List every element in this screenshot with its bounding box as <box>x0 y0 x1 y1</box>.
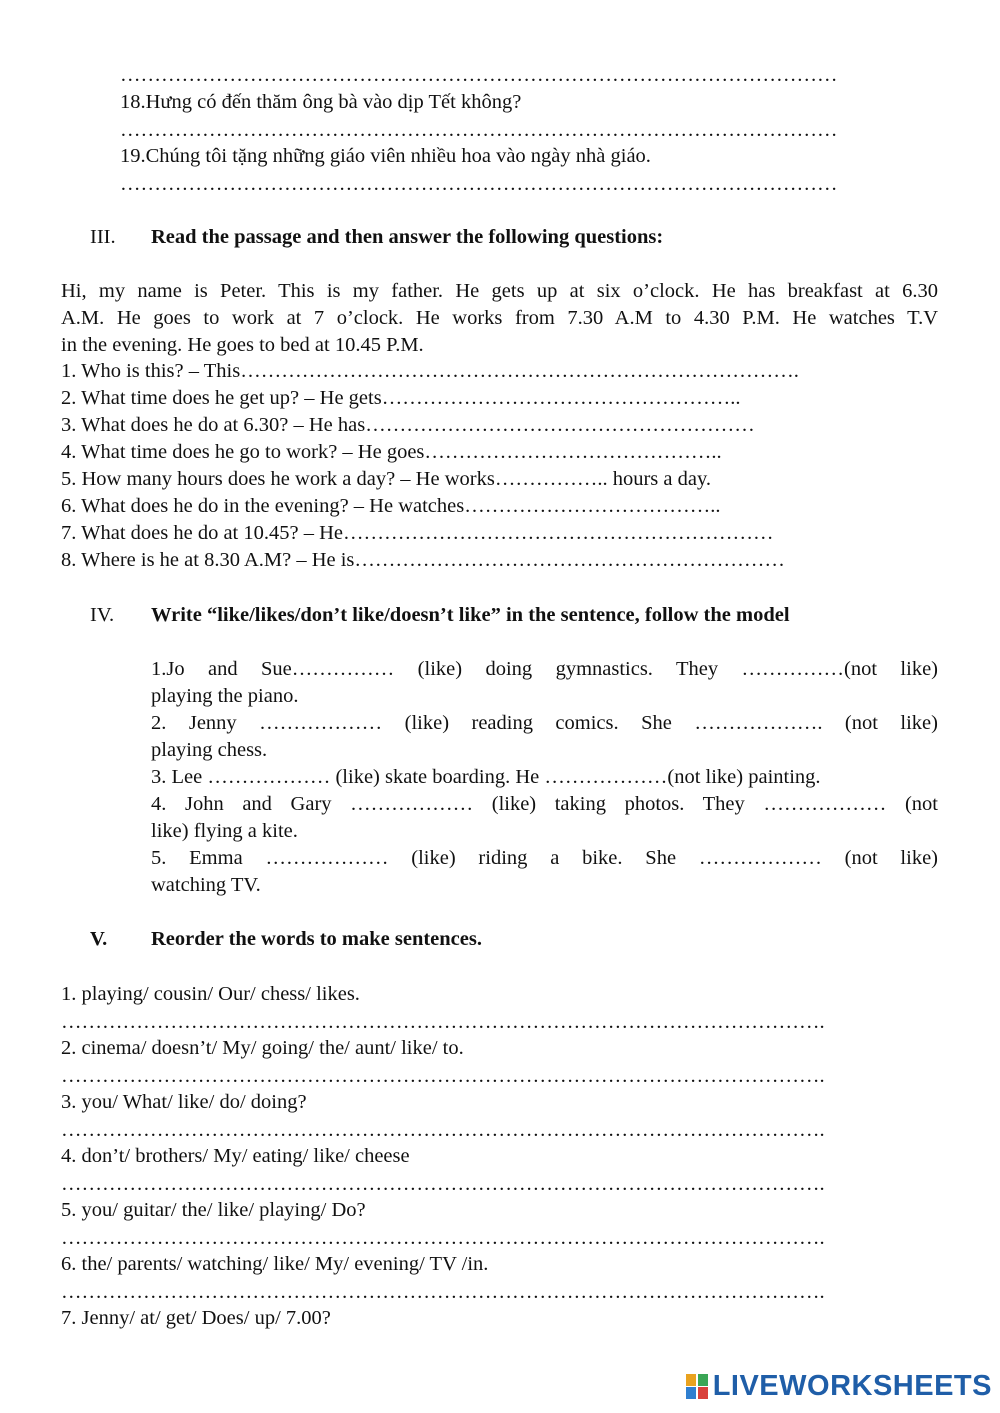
exercise-line: watching TV. <box>151 874 261 896</box>
passage-line: Hi, my name is Peter. This is my father. He gets up at six o’clock. He has breakfast at 6.30 <box>61 280 938 302</box>
question-2[interactable]: 2. What time does he get up? – He gets…………………………………………….. <box>61 387 741 409</box>
exercise-line: playing the piano. <box>151 685 299 707</box>
answer-line[interactable]: …………………………………………………………………………………………… <box>120 119 838 141</box>
question-5[interactable]: 5. How many hours does he work a day? – He works…………….. hours a day. <box>61 468 711 490</box>
exercise-line[interactable]: 1.Jo and Sue…………… (like) doing gymnastics. They ……………(not like) <box>151 658 938 680</box>
exercise-line[interactable]: 3. Lee ……………… (like) skate boarding. He ………………(not like) painting. <box>151 766 821 788</box>
section-5-number: V. <box>90 928 108 950</box>
section-4-title: Write “like/likes/don’t like/doesn’t like” in the sentence, follow the model <box>151 604 790 626</box>
liveworksheets-logo <box>686 1369 992 1403</box>
answer-line[interactable]: …………………………………………………………………………………………… <box>120 64 838 86</box>
answer-line[interactable]: …………………………………………………………………………………………………. <box>61 1227 825 1249</box>
answer-line[interactable]: …………………………………………………………………………………………………. <box>61 1281 825 1303</box>
answer-line[interactable]: …………………………………………………………………………………………… <box>120 173 838 195</box>
answer-line[interactable]: …………………………………………………………………………………………………. <box>61 1119 825 1141</box>
section-4-number: IV. <box>90 604 115 626</box>
answer-line[interactable]: …………………………………………………………………………………………………. <box>61 1065 825 1087</box>
section-3-number: III. <box>90 226 116 248</box>
exercise-line[interactable]: 4. John and Gary ……………… (like) taking photos. They ……………… (not <box>151 793 938 815</box>
exercise-line: playing chess. <box>151 739 268 761</box>
question-4[interactable]: 4. What time does he go to work? – He goes…………………………………….. <box>61 441 722 463</box>
question-1[interactable]: 1. Who is this? – This………………………………………………………………………. <box>61 360 799 382</box>
exercise-line[interactable]: 5. Emma ……………… (like) riding a bike. She ……………… (not like) <box>151 847 938 869</box>
question-18: 18.Hưng có đến thăm ông bà vào dịp Tết không? <box>120 91 522 113</box>
question-3[interactable]: 3. What does he do at 6.30? – He has………………………………………………… <box>61 414 755 436</box>
answer-line[interactable]: …………………………………………………………………………………………………. <box>61 1173 825 1195</box>
answer-line[interactable]: …………………………………………………………………………………………………. <box>61 1011 825 1033</box>
section-5-title: Reorder the words to make sentences. <box>151 928 482 950</box>
reorder-item-3: 3. you/ What/ like/ do/ doing? <box>61 1091 307 1113</box>
passage-line: in the evening. He goes to bed at 10.45 P.M. <box>61 334 424 356</box>
reorder-item-7: 7. Jenny/ at/ get/ Does/ up/ 7.00? <box>61 1307 331 1329</box>
liveworksheets-logo-text: LIVEWORKSHEETS <box>712 1369 992 1402</box>
passage-line: A.M. He goes to work at 7 o’clock. He works from 7.30 A.M to 4.30 P.M. He watches T.V <box>61 307 938 329</box>
question-6[interactable]: 6. What does he do in the evening? – He watches……………………………….. <box>61 495 721 517</box>
reorder-item-6: 6. the/ parents/ watching/ like/ My/ evening/ TV /in. <box>61 1253 489 1275</box>
liveworksheets-logo-icon <box>686 1372 710 1400</box>
reorder-item-1: 1. playing/ cousin/ Our/ chess/ likes. <box>61 983 360 1005</box>
question-8[interactable]: 8. Where is he at 8.30 A.M? – He is……………………………………………………… <box>61 549 785 571</box>
section-3-title: Read the passage and then answer the following questions: <box>151 226 664 248</box>
reorder-item-4: 4. don’t/ brothers/ My/ eating/ like/ cheese <box>61 1145 410 1167</box>
reorder-item-5: 5. you/ guitar/ the/ like/ playing/ Do? <box>61 1199 366 1221</box>
question-19: 19.Chúng tôi tặng những giáo viên nhiều hoa vào ngày nhà giáo. <box>120 145 651 167</box>
exercise-line[interactable]: 2. Jenny ……………… (like) reading comics. She ………………. (not like) <box>151 712 938 734</box>
question-7[interactable]: 7. What does he do at 10.45? – He……………………………………………………… <box>61 522 774 544</box>
reorder-item-2: 2. cinema/ doesn’t/ My/ going/ the/ aunt/ like/ to. <box>61 1037 464 1059</box>
exercise-line: like) flying a kite. <box>151 820 298 842</box>
